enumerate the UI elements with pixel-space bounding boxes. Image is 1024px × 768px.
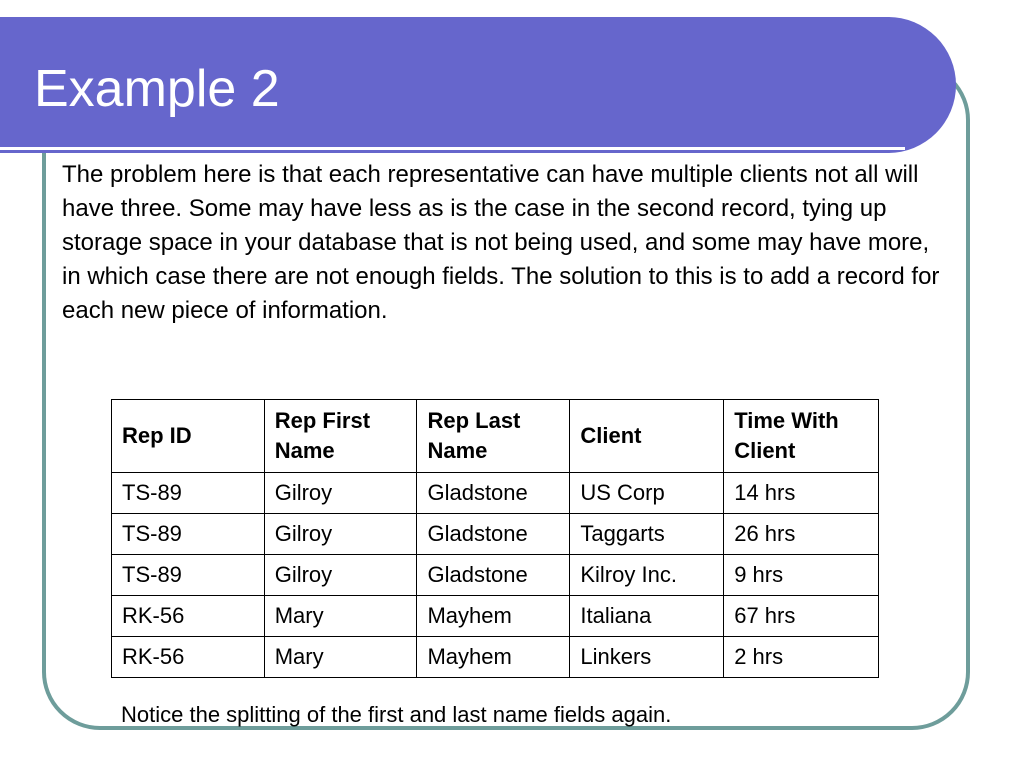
cell-rep-first-name: Gilroy (264, 473, 417, 514)
slide-title: Example 2 (34, 60, 280, 118)
cell-client: Linkers (570, 637, 724, 678)
header-rep-first-name: Rep First Name (264, 400, 417, 473)
cell-rep-last-name: Gladstone (417, 555, 570, 596)
cell-rep-id: RK-56 (112, 637, 265, 678)
cell-rep-id: TS-89 (112, 473, 265, 514)
header-rep-id: Rep ID (112, 400, 265, 473)
cell-client: Kilroy Inc. (570, 555, 724, 596)
table-row (112, 637, 879, 678)
cell-rep-id: RK-56 (112, 596, 265, 637)
cell-rep-id: TS-89 (112, 555, 265, 596)
header-rep-last-name: Rep Last Name (417, 400, 570, 473)
cell-rep-last-name: Mayhem (417, 596, 570, 637)
table-header-row (112, 400, 879, 473)
table-row (112, 555, 879, 596)
table-row (112, 514, 879, 555)
cell-client: US Corp (570, 473, 724, 514)
cell-time-with-client: 67 hrs (724, 596, 879, 637)
title-bar (0, 17, 956, 153)
cell-rep-last-name: Gladstone (417, 514, 570, 555)
cell-rep-last-name: Gladstone (417, 473, 570, 514)
cell-rep-last-name: Mayhem (417, 637, 570, 678)
cell-client: Italiana (570, 596, 724, 637)
cell-client: Taggarts (570, 514, 724, 555)
table-row (112, 596, 879, 637)
header-time-with-client: Time With Client (724, 400, 879, 473)
body-paragraph: The problem here is that each representative can have multiple clients not all will have three. Some may have less as is the case in the second record, tying up storage space in your database that is not being used, and some may have more, in which case there are not enough fields. The solution to this is to add a record for each new piece of information. (62, 161, 940, 324)
header-client: Client (570, 400, 724, 473)
cell-rep-first-name: Gilroy (264, 514, 417, 555)
footnote: Notice the splitting of the first and last name fields again. (121, 702, 672, 727)
cell-time-with-client: 14 hrs (724, 473, 879, 514)
table-row (112, 473, 879, 514)
cell-rep-first-name: Mary (264, 637, 417, 678)
cell-rep-id: TS-89 (112, 514, 265, 555)
cell-rep-first-name: Mary (264, 596, 417, 637)
title-underline (0, 147, 905, 150)
cell-time-with-client: 2 hrs (724, 637, 879, 678)
rep-client-table (111, 399, 879, 678)
cell-time-with-client: 26 hrs (724, 514, 879, 555)
cell-time-with-client: 9 hrs (724, 555, 879, 596)
cell-rep-first-name: Gilroy (264, 555, 417, 596)
